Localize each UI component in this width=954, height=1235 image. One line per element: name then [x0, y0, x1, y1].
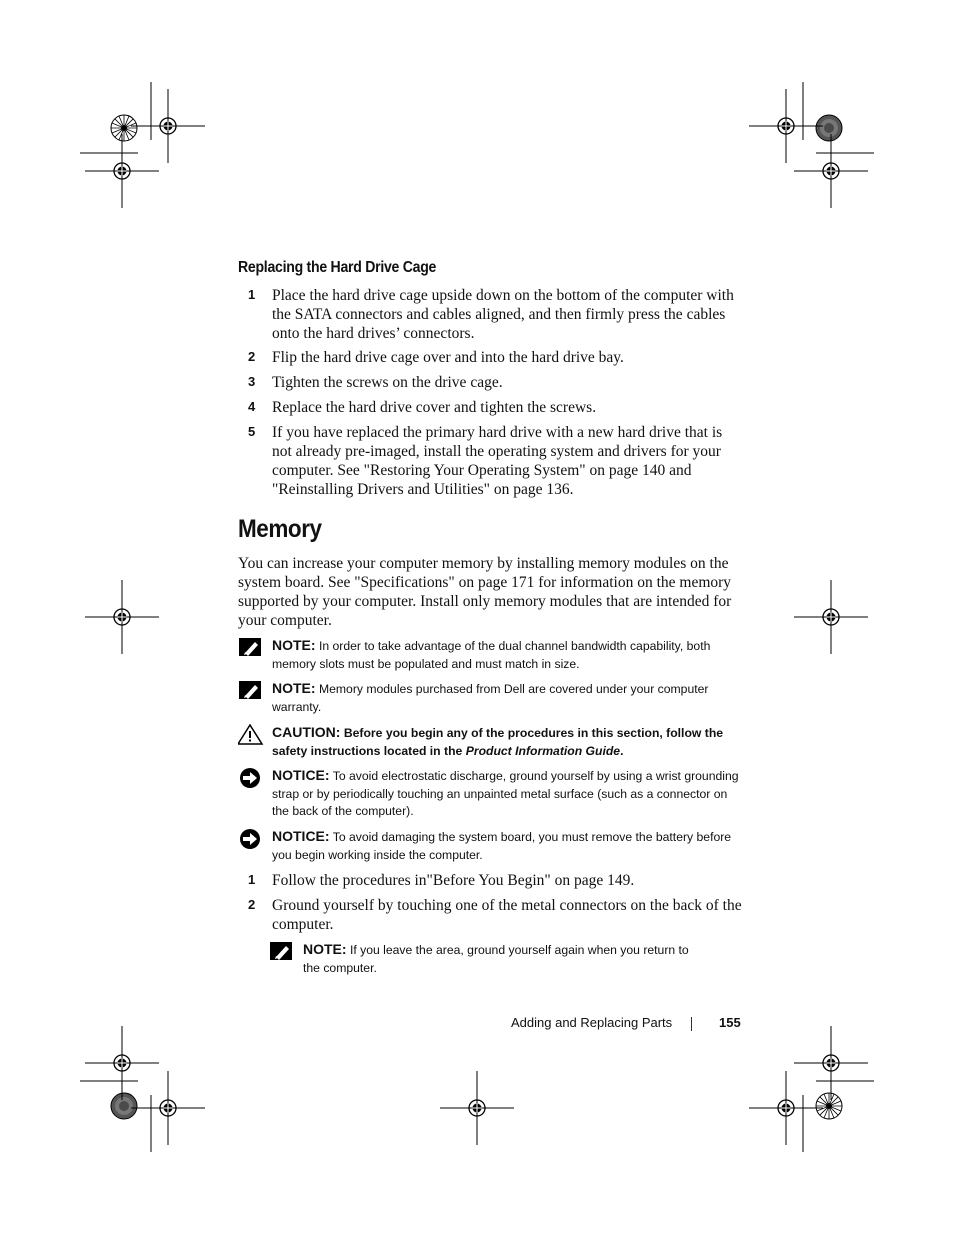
- notice-label: NOTICE:: [272, 828, 330, 844]
- intro-paragraph: You can increase your computer memory by installing memory modules on the system board. See "Specifications" on page 171 for information on the memory supported by your computer. Install only memory modules that are intended for your computer.: [238, 555, 732, 629]
- pencil-note-icon: [269, 941, 295, 963]
- footer-section-title: Adding and Replacing Parts: [511, 1015, 673, 1030]
- warning-triangle-icon: [238, 724, 264, 746]
- page-number: 155: [719, 1015, 741, 1030]
- pencil-note-icon: [238, 680, 264, 702]
- step-number: 2: [248, 897, 256, 912]
- caution-end: .: [620, 743, 624, 758]
- note-label: NOTE:: [272, 680, 316, 696]
- guide-title: Product Information Guide: [465, 743, 621, 758]
- step-text: Tighten the screws on the drive cage.: [272, 374, 503, 391]
- notice-arrow-icon: [238, 767, 264, 789]
- footer-divider: [691, 1017, 692, 1031]
- notice-label: NOTICE:: [272, 767, 330, 783]
- step-number: 3: [248, 374, 256, 389]
- step-text: Ground yourself by touching one of the metal connectors on the back of the computer.: [272, 897, 742, 933]
- note-label: NOTE:: [303, 941, 347, 957]
- caution-text: Before you begin any of the procedures in this section, follow the safety instructions located in the: [272, 726, 724, 758]
- step-number: 1: [248, 872, 256, 887]
- note-text: In order to take advantage of the dual channel bandwidth capability, both memory slots must be populated and must match in size.: [272, 639, 711, 671]
- step-text: If you have replaced the primary hard drive with a new hard drive that is not already pre-imaged, install the operating system and drivers for your computer. See "Restoring Your Operating System" on page 140 and "Reinstalling Drivers and Utilities" on page 136.: [272, 424, 723, 498]
- section-heading: Replacing the Hard Drive Cage: [238, 259, 437, 276]
- notice-text: To avoid electrostatic discharge, ground yourself by using a wrist grounding strap or by periodically touching an unpainted metal surface (such as a connector on the back of the computer).: [272, 769, 739, 818]
- step-number: 2: [248, 349, 256, 364]
- step-number: 4: [248, 399, 256, 414]
- step-text: Place the hard drive cage upside down on the bottom of the computer with the SATA connectors and cables aligned, and then firmly press the cables onto the hard drives’ connectors.: [272, 287, 734, 342]
- step-text: Flip the hard drive cage over and into the hard drive bay.: [272, 349, 624, 366]
- note-text: If you leave the area, ground yourself again when you return to the computer.: [303, 943, 689, 975]
- pencil-note-icon: [238, 637, 264, 659]
- notice-text: To avoid damaging the system board, you must remove the battery before you begin working inside the computer.: [272, 830, 732, 862]
- page-title: Memory: [238, 515, 322, 543]
- caution-label: CAUTION:: [272, 724, 341, 740]
- note-label: NOTE:: [272, 637, 316, 653]
- note-text: Memory modules purchased from Dell are covered under your computer warranty.: [272, 682, 709, 714]
- step-text: Follow the procedures in"Before You Begin" on page 149.: [272, 872, 635, 889]
- notice-arrow-icon: [238, 828, 264, 850]
- step-text: Replace the hard drive cover and tighten the screws.: [272, 399, 597, 416]
- step-number: 1: [248, 287, 256, 302]
- step-number: 5: [248, 424, 256, 439]
